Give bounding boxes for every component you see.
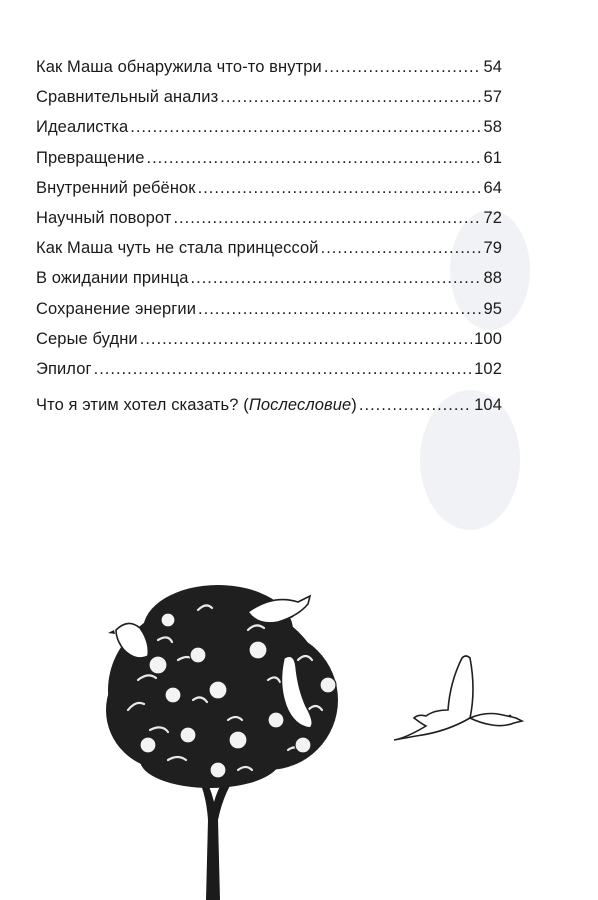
toc-entry-title: Сохранение энергии	[36, 299, 197, 318]
dot-leader	[130, 112, 481, 142]
dot-leader	[173, 203, 481, 233]
toc-entry-page: 57	[483, 88, 502, 107]
dot-leader	[191, 263, 482, 293]
dot-leader	[324, 52, 482, 82]
toc-entry-title: Сравнительный анализ	[36, 88, 219, 107]
dot-leader	[94, 354, 473, 384]
toc-entry-title: Серые будни	[36, 329, 138, 348]
toc-entry-page: 58	[483, 118, 502, 137]
toc-entry-title: Научный поворот	[36, 209, 172, 228]
afterword-italic-label: Послесловие	[248, 396, 352, 415]
toc-entry[interactable]	[36, 82, 502, 112]
toc-entry[interactable]	[36, 354, 502, 384]
toc-entry[interactable]	[36, 324, 502, 354]
toc-entry-page: 88	[483, 269, 502, 288]
toc-entry-page: 61	[483, 148, 502, 167]
dot-leader	[220, 82, 481, 112]
dot-leader	[359, 390, 472, 420]
flying-bird-icon	[394, 656, 522, 740]
toc-entry-title: Идеалистка	[36, 118, 129, 137]
toc-entry-title: Как Маша обнаружила что-то внутри	[36, 58, 322, 76]
dot-leader	[198, 294, 481, 324]
toc-entry-title: В ожидании принца	[36, 269, 189, 288]
toc-entry-title: Что я этим хотел сказать? (Послесловие)	[36, 396, 357, 415]
toc-entry[interactable]	[36, 112, 502, 142]
toc-entry[interactable]	[36, 263, 502, 293]
tree-with-birds-icon	[106, 585, 338, 900]
toc-entry-page: 104	[474, 396, 502, 415]
toc-entry[interactable]	[36, 52, 502, 82]
toc-entry-page: 54	[483, 58, 502, 76]
toc-entry-page: 64	[483, 178, 502, 197]
dot-leader	[147, 143, 482, 173]
toc-entry-page: 100	[474, 329, 502, 348]
toc-entry-page: 102	[474, 360, 502, 379]
toc-entry[interactable]	[36, 233, 502, 263]
toc-entry[interactable]	[36, 143, 502, 173]
toc-entry-afterword[interactable]	[36, 390, 502, 420]
toc-entry-title: Внутренний ребёнок	[36, 178, 196, 197]
dot-leader	[140, 324, 472, 354]
table-of-contents	[36, 52, 502, 420]
toc-entry-page: 79	[483, 239, 502, 258]
dot-leader	[198, 173, 482, 203]
toc-entry[interactable]	[36, 173, 502, 203]
toc-entry-title: Как Маша чуть не стала принцессой	[36, 239, 319, 258]
tree-with-birds-illustration	[98, 570, 538, 900]
toc-entry-page: 72	[483, 209, 502, 228]
dot-leader	[321, 233, 482, 263]
toc-entry-page: 95	[483, 299, 502, 318]
toc-entry-title: Превращение	[36, 148, 145, 167]
toc-entry[interactable]	[36, 294, 502, 324]
toc-entry[interactable]	[36, 203, 502, 233]
toc-entry-title: Эпилог	[36, 360, 92, 379]
